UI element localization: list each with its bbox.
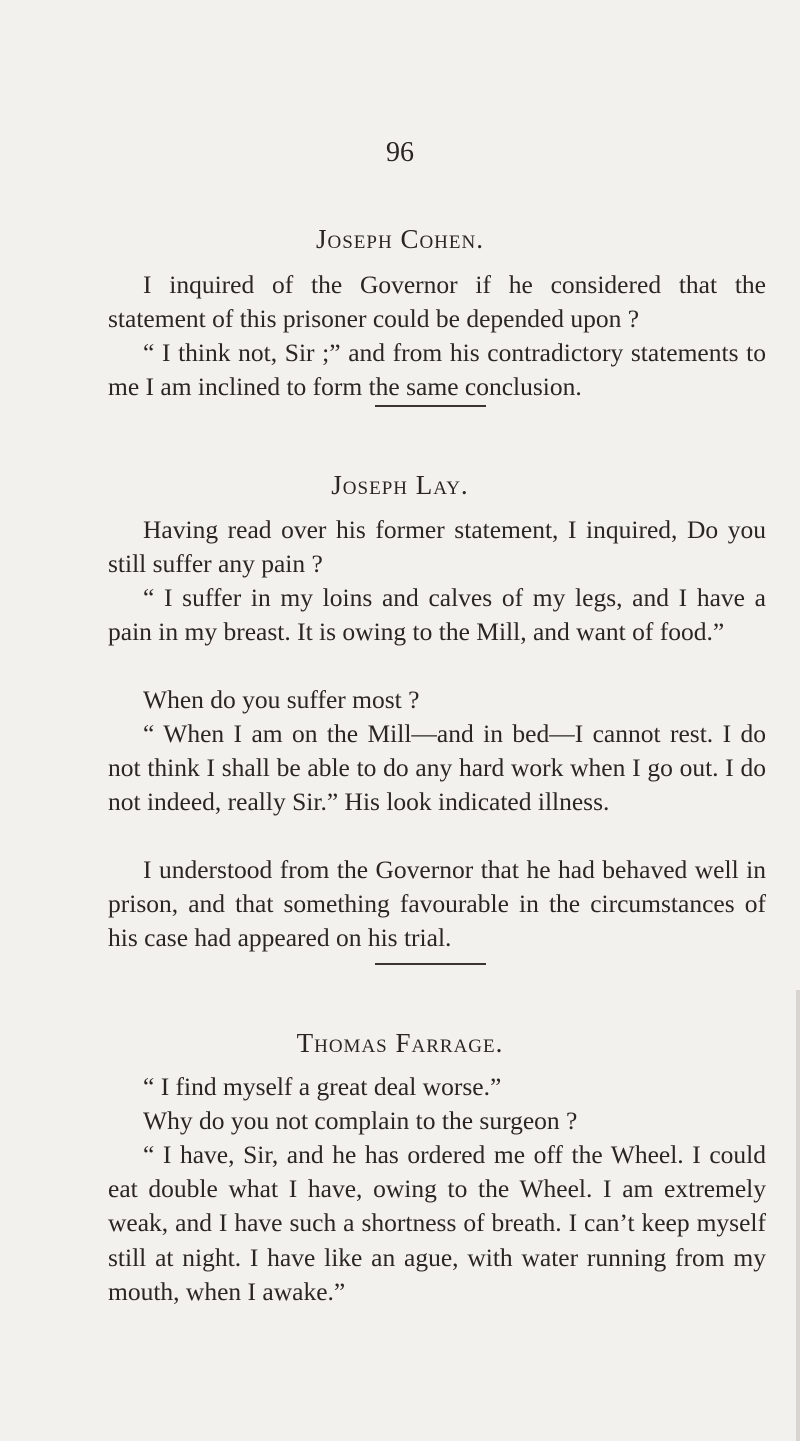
- paragraph: I understood from the Governor that he had behaved well in prison, and that something favourable in the circumstances of his case had appeared on his trial.: [108, 855, 766, 953]
- page-number: 96: [386, 137, 414, 168]
- paragraph: When do you suffer most ?: [143, 685, 420, 714]
- paragraph: Why do you not complain to the surgeon ?: [143, 1106, 578, 1135]
- section-divider: [375, 963, 486, 965]
- paragraph: “ I think not, Sir ;” and from his contradictory statements to me I am inclined to form the same conclusion.: [108, 338, 766, 402]
- paragraph: “ I find myself a great deal worse.”: [143, 1072, 502, 1101]
- section-heading-joseph-lay: Joseph Lay.: [331, 470, 469, 500]
- paragraph: “ I suffer in my loins and calves of my legs, and I have a pain in my breast. It is owing to the Mill, and want of food.”: [108, 583, 766, 647]
- section-divider: [375, 405, 486, 407]
- page-edge-shadow: [796, 990, 800, 1441]
- section-heading-thomas-farrage: Thomas Farrage.: [296, 1028, 504, 1058]
- paragraph: “ I have, Sir, and he has ordered me off the Wheel. I could eat double what I have, owing to the Wheel. I am extremely weak, and I have such a shortness of breath. I can’t keep myself still at night. I have like an ague, with water running from my mouth, when I awake.”: [108, 1140, 766, 1306]
- section-heading-joseph-cohen: Joseph Cohen.: [316, 224, 484, 254]
- paragraph: Having read over his former statement, I inquired, Do you still suffer any pain ?: [108, 515, 766, 579]
- paragraph: “ When I am on the Mill—and in bed—I cannot rest. I do not think I shall be able to do any hard work when I go out. I do not indeed, really Sir.” His look indicated illness.: [108, 719, 766, 817]
- paragraph: I inquired of the Governor if he considered that the statement of this prisoner could be depended upon ?: [108, 270, 766, 334]
